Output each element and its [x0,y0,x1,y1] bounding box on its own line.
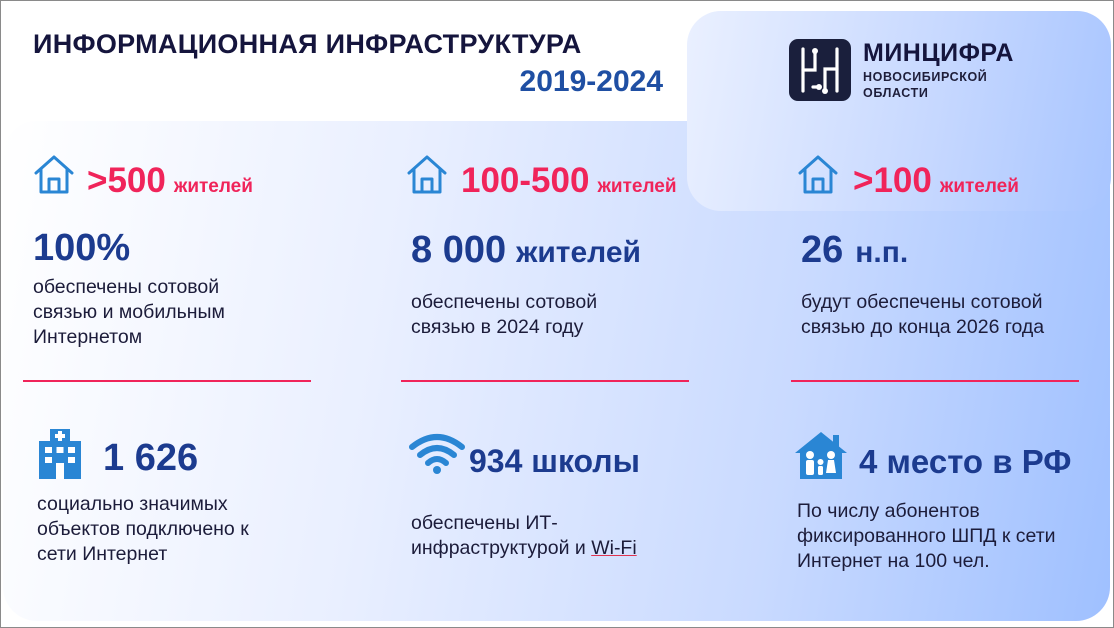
section-divider [791,380,1079,382]
description-text: инфраструктурой и [411,537,592,559]
description-line: Интернет на 100 чел. [797,550,990,572]
description-line: Интернетом [33,326,143,348]
metric-number: 1 626 [103,437,199,479]
description-line: сети Интернет [37,543,168,565]
circuit-board-logo-icon [789,39,851,101]
metric-description [33,275,225,350]
metric-value [801,229,908,272]
category-label [853,161,1019,201]
description-line: По числу абонентов [797,500,980,522]
metric-description [411,511,637,561]
house-icon [33,153,75,195]
house-icon [797,153,839,195]
wifi-term: Wi-Fi [591,537,637,559]
page-years: 2019-2024 [519,65,663,98]
description-line: связью в 2024 году [411,316,584,338]
category-value: >500 [87,161,166,200]
description-line: будут обеспечены сотовой [801,291,1043,313]
description-line: связью до конца 2026 года [801,316,1045,338]
metric-value [469,443,640,480]
description-line: обеспечены ИТ- [411,512,558,534]
category-unit: жителей [597,176,677,197]
page-title: ИНФОРМАЦИОННАЯ ИНФРАСТРУКТУРА [33,29,582,59]
logo-subtitle [863,69,987,101]
metric-description [411,290,597,340]
metric-number: 26 [801,229,844,271]
category-label [87,161,253,201]
metric-number: 8 000 [411,229,507,271]
header-panel [1,1,687,121]
description-line: фиксированного ШПД к сети [797,525,1056,547]
description-line: обеспечены сотовой [411,291,598,313]
description-line: социально значимых [37,493,228,515]
description-line: объектов подключено к [37,518,249,540]
section-divider [23,380,311,382]
family-house-icon [793,429,849,481]
logo-name: МИНЦИФРА [863,39,1014,67]
category-value: >100 [853,161,932,200]
metric-description [797,499,1056,574]
house-icon [406,153,448,195]
metric-value [33,227,130,270]
metric-number: 4 место в РФ [859,443,1072,480]
description-line [411,536,637,561]
hospital-building-icon [37,427,83,479]
logo-subtitle-line: ОБЛАСТИ [863,86,929,100]
metric-description [37,492,249,567]
category-label [461,161,677,201]
metric-number: 100% [33,227,131,269]
logo-subtitle-line: НОВОСИБИРСКОЙ [863,70,988,84]
category-unit: жителей [939,176,1019,197]
category-value: 100-500 [461,161,590,200]
metric-value [859,443,1071,481]
metric-number: 934 школы [469,443,640,479]
description-line: связью и мобильным [33,301,225,323]
metric-value [411,229,641,272]
description-line: обеспечены сотовой [33,276,220,298]
metric-unit: н.п. [855,236,909,269]
category-unit: жителей [173,176,253,197]
metric-value [103,437,198,480]
section-divider [401,380,689,382]
metric-description [801,290,1044,340]
wifi-icon [409,433,465,475]
metric-unit: жителей [516,236,641,269]
